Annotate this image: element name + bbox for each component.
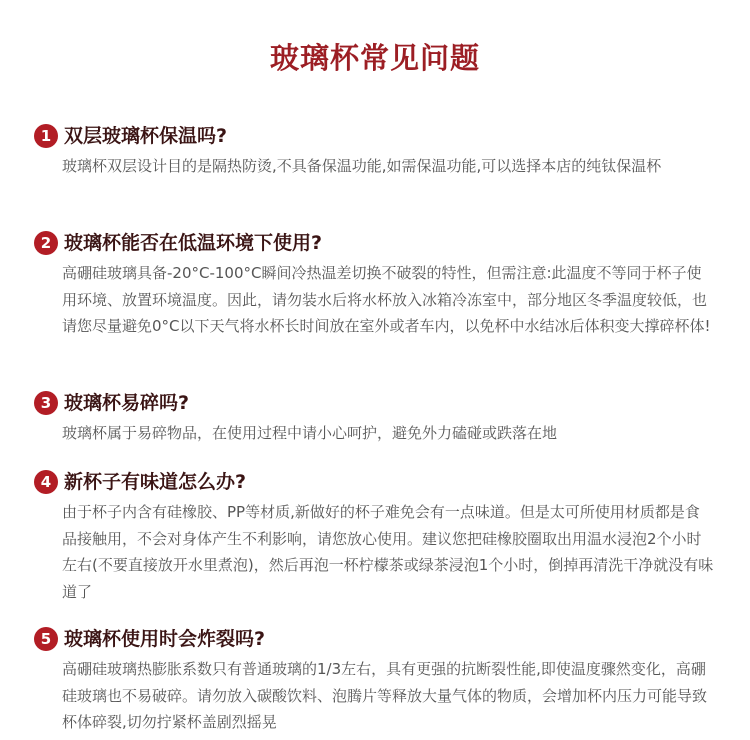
faq-answer: 玻璃杯属于易碎物品，在使用过程中请小心呵护，避免外力磕碰或跌落在地 (62, 424, 558, 442)
faq-question: 双层玻璃杯保温吗? (64, 125, 228, 147)
faq-question: 玻璃杯使用时会炸裂吗? (64, 628, 266, 650)
page-title: 玻璃杯常见问题 (269, 41, 480, 75)
number-badge-3: 3 (34, 391, 58, 415)
faq-answer: 高硼硅玻璃热膨胀系数只有普通玻璃的1/3左右，具有更强的抗断裂性能,即使温度骤然变化，高硼硅玻璃也不易破碎。请勿放入碳酸饮料、泡腾片等释放大量气体的物质，会增加杯内压力可能导致杯体碎裂,切勿拧紧杯盖剧烈摇晃 (62, 660, 708, 731)
faq-answer: 高硼硅玻璃具备-20°C-100°C瞬间冷热温差切换不破裂的特性，但需注意:此温度不等同于杯子使用环境、放置环境温度。因此，请勿装水后将水杯放入冰箱冷冻室中，部分地区冬季温度较低，也请您尽量避免0°C以下天气将水杯长时间放在室外或者车内，以免杯中水结冰后体积变大撑碎杯体! (62, 264, 711, 335)
faq-answer: 由于杯子内含有硅橡胶、PP等材质,新做好的杯子难免会有一点味道。但是太可所使用材质都是食品接触用，不会对身体产生不利影响，请您放心使用。建议您把硅橡胶圈取出用温水浸泡2个小时左右(不要直接放开水里煮泡)，然后再泡一杯柠檬茶或绿茶浸泡1个小时，倒掉再清洗干净就没有味道了 (62, 503, 714, 601)
faq-question: 新杯子有味道怎么办? (64, 471, 247, 493)
number-badge-2: 2 (34, 231, 58, 255)
faq-question-row (34, 467, 724, 497)
faq-item-2 (34, 228, 724, 335)
number-badge-4: 4 (34, 470, 58, 494)
faq-question-row (34, 624, 724, 654)
faq-question-row (34, 121, 724, 151)
faq-item-4 (34, 467, 724, 601)
faq-question-row (34, 228, 724, 258)
faq-question: 玻璃杯易碎吗? (64, 392, 190, 414)
faq-item-5 (34, 624, 724, 731)
number-badge-1: 1 (34, 124, 58, 148)
faq-question: 玻璃杯能否在低温环境下使用? (64, 232, 323, 254)
faq-item-3 (34, 388, 724, 442)
faq-answer: 玻璃杯双层设计目的是隔热防烫,不具备保温功能,如需保温功能,可以选择本店的纯钛保温杯 (62, 157, 662, 175)
faq-item-1 (34, 121, 724, 175)
faq-question-row (34, 388, 724, 418)
number-badge-5: 5 (34, 627, 58, 651)
